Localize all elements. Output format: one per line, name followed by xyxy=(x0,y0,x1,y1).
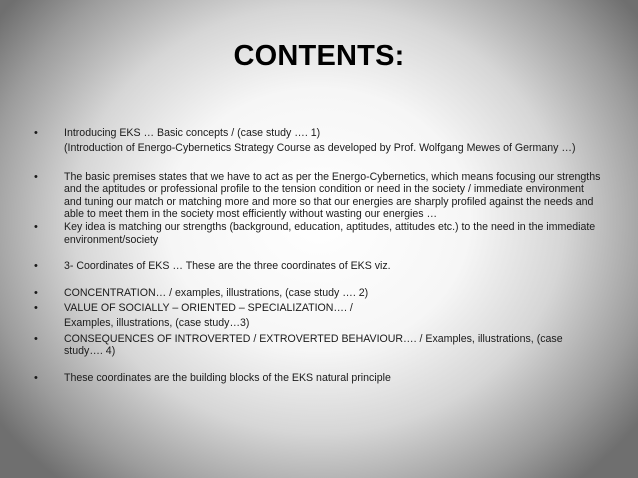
list-item xyxy=(34,221,602,246)
bullet-icon: • xyxy=(34,221,38,234)
bullet-icon: • xyxy=(34,260,38,273)
bullet-icon: • xyxy=(34,332,38,345)
list-item-text: The basic premises states that we have to act as per the Energo-Cybernetics, which means focusing our strengths and the aptitudes or professional profile to the tension condition or need in the society / immediate environment and tuning our match or matching more and more so that our energies are sharply profiled against the needs and able to meet them in the society most efficiently without wasting our energies … xyxy=(64,170,601,221)
list-item xyxy=(34,260,602,272)
list-item-subtext: (Introduction of Energo-Cybernetics Strategy Course as developed by Prof. Wolfgang Mewes of Germany …) xyxy=(64,142,576,155)
list-item-text: VALUE OF SOCIALLY – ORIENTED – SPECIALIZATION…. / xyxy=(64,302,353,315)
bullet-icon: • xyxy=(34,170,38,183)
list-item xyxy=(34,333,602,358)
list-item xyxy=(34,302,602,314)
list-item-text: Introducing EKS … Basic concepts / (case study …. 1) xyxy=(64,127,321,139)
list-item-text: These coordinates are the building blocks of the EKS natural principle xyxy=(64,371,391,384)
bullet-icon: • xyxy=(34,127,38,139)
bullet-icon: • xyxy=(34,302,38,315)
slide-title: CONTENTS: xyxy=(233,40,405,72)
bullet-icon: • xyxy=(34,286,38,299)
list-item xyxy=(34,127,602,139)
list-item xyxy=(34,372,602,384)
contents-list xyxy=(34,127,602,384)
list-item-text: Key idea is matching our strengths (background, education, aptitudes, attitudes etc.) to the need in the immediate environment/society xyxy=(64,221,596,246)
list-item xyxy=(34,287,602,299)
list-item-text: CONCENTRATION… / examples, illustrations, (case study …. 2) xyxy=(64,286,369,299)
list-item-text: 3- Coordinates of EKS … These are the three coordinates of EKS viz. xyxy=(64,260,391,273)
list-item-text: CONSEQUENCES OF INTROVERTED / EXTROVERTED BEHAVIOUR…. / Examples, illustrations, (case study…. 4) xyxy=(64,332,563,358)
bullet-icon: • xyxy=(34,371,38,384)
list-item-subtext: Examples, illustrations, (case study…3) xyxy=(64,317,250,330)
list-item xyxy=(34,171,602,221)
